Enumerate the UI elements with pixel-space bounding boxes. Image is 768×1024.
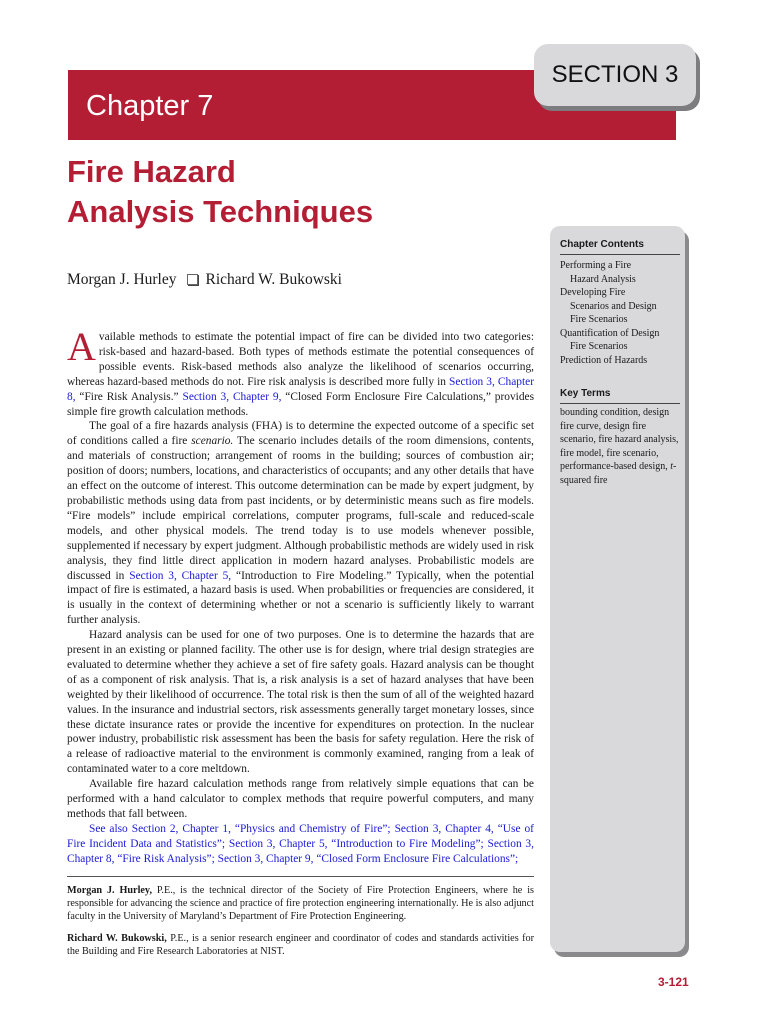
bio-name: Richard W. Bukowski, <box>67 933 167 944</box>
paragraph-3: Hazard analysis can be used for one of two purposes. One is to determine the hazards that are present in an existing or planned facility. The other use is for design, where trial design strategies are evaluated to determine whether they achieve a set of fire safety goals. Hazard analysis can be thought of as a component of risk analysis. That is, a risk analysis is a set of hazard analyses that have been weighted by their likelihood of occurrence. The total risk is then the sum of all of the weighted hazard values. In the insurance and industrial sectors, risk assessments generally target monetary losses, since these dictate insurance rates or provide the incentive for expenditures on protection. In the nuclear power industry, probabilistic risk assessment has been the basis for safety regulation. Here the risk of a release of radioactive material to the environment is commonly examined, ranging from a leak of contaminated water to a core meltdown. <box>67 629 534 776</box>
cross-reference-link[interactable]: Section 2, Chapter 1, <box>131 822 231 835</box>
cross-reference-link[interactable]: “Physics and Chemistry of Fire”; <box>234 822 391 835</box>
bio-text: P.E., is the technical director of the Society of Fire Protection Engineers, where he is responsible for advancing the science and practice of fire protection engineering internationally. He is also adjunct faculty in the University of Maryland’s Department of Fire Protection Engineering. <box>67 885 534 922</box>
paragraph-text: “Closed Form Enclosure Fire Calculations,” provides simple fire growth calculation methods. <box>67 390 535 418</box>
cross-reference-link[interactable]: Section 3, Chapter 9, <box>217 852 314 865</box>
cross-reference-link[interactable]: “Fire Risk Analysis”; <box>117 852 215 865</box>
contents-item[interactable]: Quantification of Design Fire Scenarios <box>560 327 660 352</box>
drop-cap: A <box>67 324 96 369</box>
paragraph-text: The scenario includes details of the room dimensions, contents, and materials of construction; arrangement of rooms in the building; sources of combustion air; position of doors; numbers, locations, and characteristics of occupants; and any other details that have an effect on the outcome of interest. This outcome determination can be made by expert judgment, by probabilistic methods using data from past incidents, or by deterministic means such as fire models. “Fire models” include empirical correlations, computer programs, full-scale and reduced-scale models, and other physical models. The trend today is to use models whenever possible, supplemented if necessary by expert judgment. Although probabilistic methods are widely used in risk analysis, they find little direct application in modern hazard analyses. Probabilistic models are discussed in <box>67 435 534 582</box>
page-number: 3-121 <box>658 975 689 989</box>
section-tab: SECTION 3 <box>534 44 696 106</box>
chapter-contents-heading: Chapter Contents <box>560 238 680 255</box>
body-text <box>67 324 535 867</box>
cross-reference-link[interactable]: Section 3, Chapter 5, <box>129 569 232 582</box>
bio-name: Morgan J. Hurley, <box>67 885 153 896</box>
emphasis-term: scenario. <box>191 435 234 448</box>
footnote-divider <box>67 876 534 877</box>
contents-item[interactable]: Developing Fire Scenarios and Design Fire Scenarios <box>560 287 657 325</box>
author-line <box>67 270 342 290</box>
cross-reference-link[interactable]: “Introduction to Fire Modeling”; <box>331 837 484 850</box>
contents-item[interactable]: Performing a Fire Hazard Analysis <box>560 260 636 285</box>
author-bio <box>67 884 534 923</box>
chapter-label: Chapter 7 <box>86 90 214 122</box>
see-also-paragraph <box>67 822 534 867</box>
cross-reference-link[interactable]: “Use of Fire Incident Data and Statistics”; <box>67 822 534 850</box>
see-also-label: See also <box>89 822 128 835</box>
paragraph-4: Available fire hazard calculation methods range from relatively simple equations that can be performed with a hand calculator to complex methods that require powerful computers, and many methods that fall between. <box>67 778 534 820</box>
cross-reference-link[interactable]: Section 3, Chapter 8, <box>67 837 534 865</box>
chapter-title <box>67 152 373 232</box>
key-terms-heading: Key Terms <box>560 387 680 404</box>
bio-text: P.E., is a senior research engineer and coordinator of codes and standards activities for the Building and Fire Research Laboratories at NIST. <box>67 933 534 957</box>
title-line-1: Fire Hazard <box>67 154 236 189</box>
separator-box-icon <box>187 274 198 285</box>
chapter-contents-list <box>560 259 684 367</box>
cross-reference-link[interactable]: Section 3, Chapter 8, <box>67 375 534 403</box>
paragraph-text: “Introduction to Fire Modeling.” Typically, when the potential impact of fire is estimated, a hazard basis is used. When probabilities or frequencies are considered, it is usually in the context of determining whether or not a scenario is sufficiently likely to warrant further analysis. <box>67 569 535 627</box>
paragraph-text: vailable methods to estimate the potential impact of fire can be divided into two categories: risk-based and hazard-based. Both types of methods estimate the potential consequences of possible events. Risk-based methods also analyze the likelihood of scenarios occurring, whereas hazard-based methods do not. Fire risk analysis is described more fully in <box>67 331 534 388</box>
author-bio <box>67 932 534 958</box>
cross-reference-link[interactable]: Section 3, Chapter 5, <box>228 837 328 850</box>
paragraph-1 <box>67 324 535 419</box>
cross-reference-link[interactable]: “Closed Form Enclosure Fire Calculations”; <box>316 852 519 865</box>
author-name: Richard W. Bukowski <box>205 271 342 288</box>
paragraph-text: The goal of a fire hazards analysis (FHA) is to determine the expected outcome of a specific set of conditions called a fire <box>67 420 534 448</box>
key-terms-list: bounding condition, design fire curve, design fire scenario, fire hazard analysis, fire model, fire scenario, performance-based design, t-squared fire <box>560 407 679 486</box>
author-name: Morgan J. Hurley <box>67 271 177 288</box>
title-line-2: Analysis Techniques <box>67 194 374 229</box>
cross-reference-link[interactable]: Section 3, Chapter 9, <box>182 390 282 403</box>
contents-item[interactable]: Prediction of Hazards <box>560 354 648 366</box>
cross-reference-link[interactable]: Section 3, Chapter 4, <box>394 822 494 835</box>
paragraph-2 <box>67 419 534 628</box>
paragraph-text: “Fire Risk Analysis.” <box>75 390 183 403</box>
